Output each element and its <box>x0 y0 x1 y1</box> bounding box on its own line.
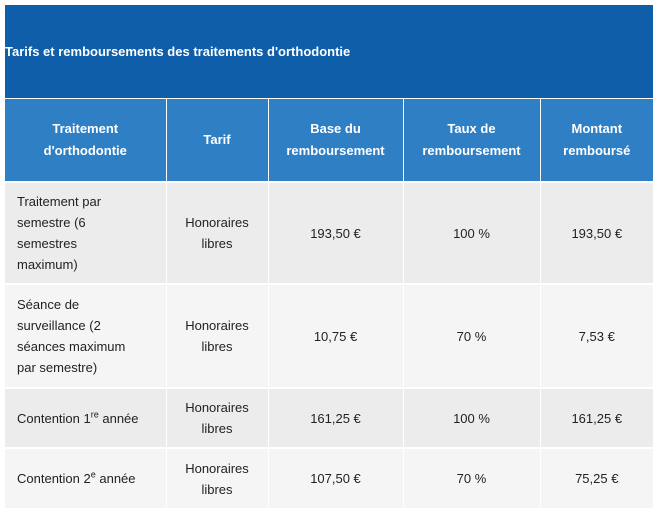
table-row <box>5 182 653 284</box>
tariff-table-container <box>5 5 653 508</box>
table-row <box>5 388 653 448</box>
row-label: Contention 2e année <box>5 448 166 508</box>
table-row <box>5 448 653 508</box>
row-label: Traitement par semestre (6 semestres maximum) <box>5 182 166 284</box>
row-base: 193,50 € <box>268 182 403 284</box>
header-treatment: Traitement d'orthodontie <box>5 99 166 183</box>
row-tarif: Honoraires libres <box>166 388 268 448</box>
header-taux: Taux de remboursement <box>403 99 540 183</box>
header-row <box>5 99 653 183</box>
row-taux: 70 % <box>403 448 540 508</box>
title-row <box>5 5 653 99</box>
row-taux: 70 % <box>403 284 540 388</box>
row-taux: 100 % <box>403 182 540 284</box>
row-tarif: Honoraires libres <box>166 182 268 284</box>
header-tarif: Tarif <box>166 99 268 183</box>
table-title: Tarifs et remboursements des traitements d'orthodontie <box>5 5 653 99</box>
row-base: 161,25 € <box>268 388 403 448</box>
row-montant: 75,25 € <box>540 448 653 508</box>
row-label: Séance de surveillance (2 séances maximum par semestre) <box>5 284 166 388</box>
row-montant: 193,50 € <box>540 182 653 284</box>
row-base: 107,50 € <box>268 448 403 508</box>
row-base: 10,75 € <box>268 284 403 388</box>
row-taux: 100 % <box>403 388 540 448</box>
header-base: Base du remboursement <box>268 99 403 183</box>
header-montant: Montant remboursé <box>540 99 653 183</box>
tariff-table <box>5 5 653 508</box>
row-tarif: Honoraires libres <box>166 448 268 508</box>
row-label: Contention 1re année <box>5 388 166 448</box>
row-montant: 7,53 € <box>540 284 653 388</box>
row-tarif: Honoraires libres <box>166 284 268 388</box>
row-montant: 161,25 € <box>540 388 653 448</box>
table-row <box>5 284 653 388</box>
